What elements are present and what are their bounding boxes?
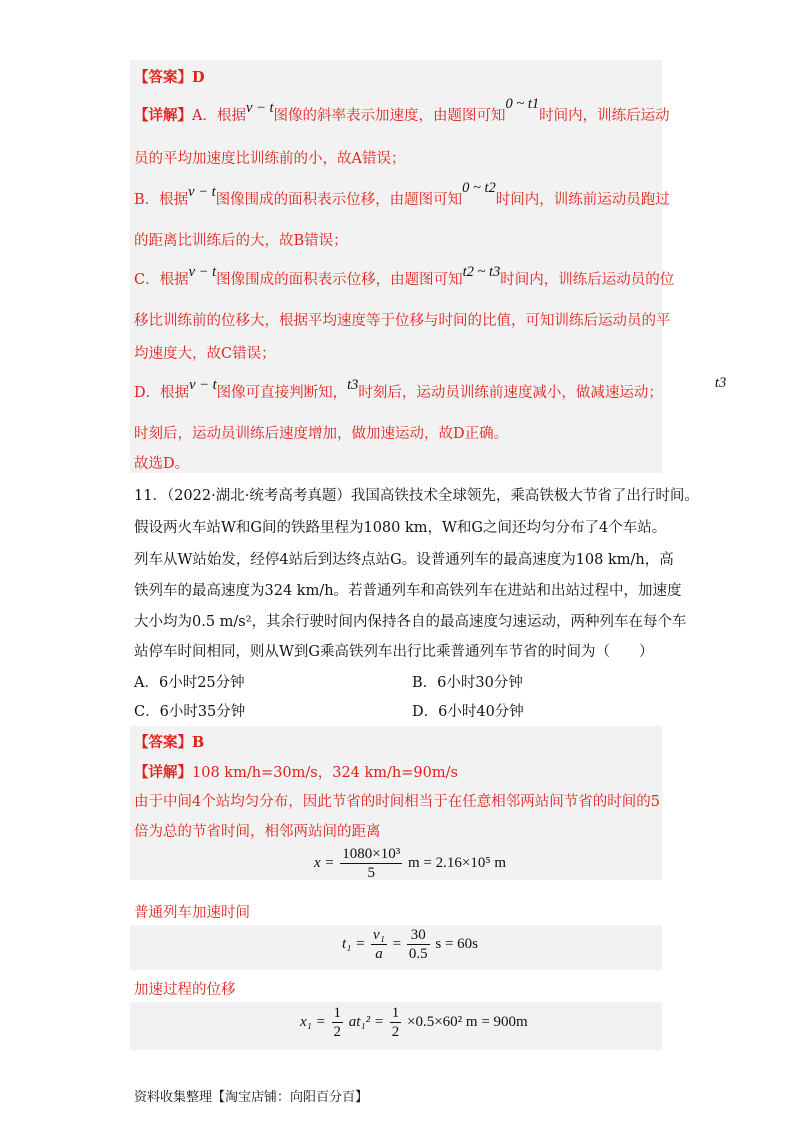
equation-accel-time: t₁ = $\frac{\text{v₁}}{a}$ = $\frac{30}{0.5}$ s = 60s bbox=[342, 927, 478, 962]
page-footer: 资料收集整理【淘宝店铺：向阳百分百】 bbox=[134, 1090, 369, 1105]
prev-detail-line-5: C．根据v − t图像围成的面积表示位移，由题图可知t2 ~ t3时间内，训练后运动员的位 bbox=[134, 264, 675, 288]
option-b: B．6小时30分钟 bbox=[412, 675, 523, 691]
question-line-2: 假设两火车站W和G间的铁路里程为1080 km，W和G之间还均匀分布了4个车站。 bbox=[134, 520, 667, 536]
solution-text-1: 由于中间4个站均匀分布，因此节省的时间相当于在任意相邻两站间节省的时间的5 bbox=[134, 794, 660, 810]
solution-label-2: 普通列车加速时间 bbox=[134, 905, 250, 921]
question-line-3: 列车从W站始发，经停4站后到达终点站G。设普通列车的最高速度为108 km/h，高 bbox=[134, 552, 674, 568]
option-d: D．6小时40分钟 bbox=[412, 704, 524, 720]
prev-detail-line-4: 的距离比训练后的大，故B错误； bbox=[134, 233, 348, 249]
equation-accel-displacement: x₁ = $\frac{1}{2}$ at₁² = $\frac{1}{2}$ ×0.5×60² m = 900m bbox=[300, 1005, 528, 1040]
prev-detail-line-6: 移比训练前的位移大，根据平均速度等于位移与时间的比值，可知训练后运动员的平 bbox=[134, 313, 671, 329]
solution-answer: 【答案】B bbox=[134, 734, 205, 751]
equation-distance: x = $\frac{\text{1080×10³}}{5}$ m = 2.16×10⁵ m bbox=[314, 846, 506, 881]
question-line-5: 大小均为0.5 m/s²，其余行驶时间内保持各自的最高速度匀速运动，两种列车在每个车 bbox=[134, 614, 687, 630]
prev-answer: 【答案】D bbox=[134, 69, 205, 86]
solution-detail: 【详解】108 km/h=30m/s，324 km/h=90m/s bbox=[134, 764, 458, 781]
prev-detail-line-9: 时刻后，运动员训练后速度增加，做加速运动，故D正确。 bbox=[134, 426, 509, 442]
question-line-6: 站停车时间相同，则从W到G乘高铁列车出行比乘普通列车节省的时间为（ ） bbox=[134, 644, 654, 660]
option-c: C．6小时35分钟 bbox=[134, 704, 246, 720]
prev-detail-line-2: 员的平均加速度比训练前的小，故A错误； bbox=[134, 151, 406, 167]
prev-detail-line-10: 故选D。 bbox=[134, 456, 190, 472]
option-a: A．6小时25分钟 bbox=[134, 675, 245, 691]
solution-text-2: 倍为总的节省时间，相邻两站间的距离 bbox=[134, 824, 381, 840]
solution-label-3: 加速过程的位移 bbox=[134, 982, 236, 998]
question-line-4: 铁列车的最高速度为324 km/h。若普通列车和高铁列车在进站和出站过程中，加速度 bbox=[134, 583, 682, 599]
prev-detail-line-3: B．根据v − t图像围成的面积表示位移，由题图可知0 ~ t2时间内，训练前运动员跑过 bbox=[134, 180, 670, 208]
prev-detail-line-8: D．根据v − t图像可直接判断知，t3时刻后，运动员训练前速度减小，做减速运动；t3 bbox=[134, 375, 727, 401]
question-line-1: 11．（2022·湖北·统考高考真题）我国高铁技术全球领先，乘高铁极大节省了出行时间。 bbox=[134, 488, 699, 504]
prev-detail-line-1: 【详解】A．根据v − t图像的斜率表示加速度，由题图可知0 ~ t1时间内，训练后运动 bbox=[134, 96, 670, 124]
prev-detail-line-7: 均速度大，故C错误； bbox=[134, 346, 276, 362]
